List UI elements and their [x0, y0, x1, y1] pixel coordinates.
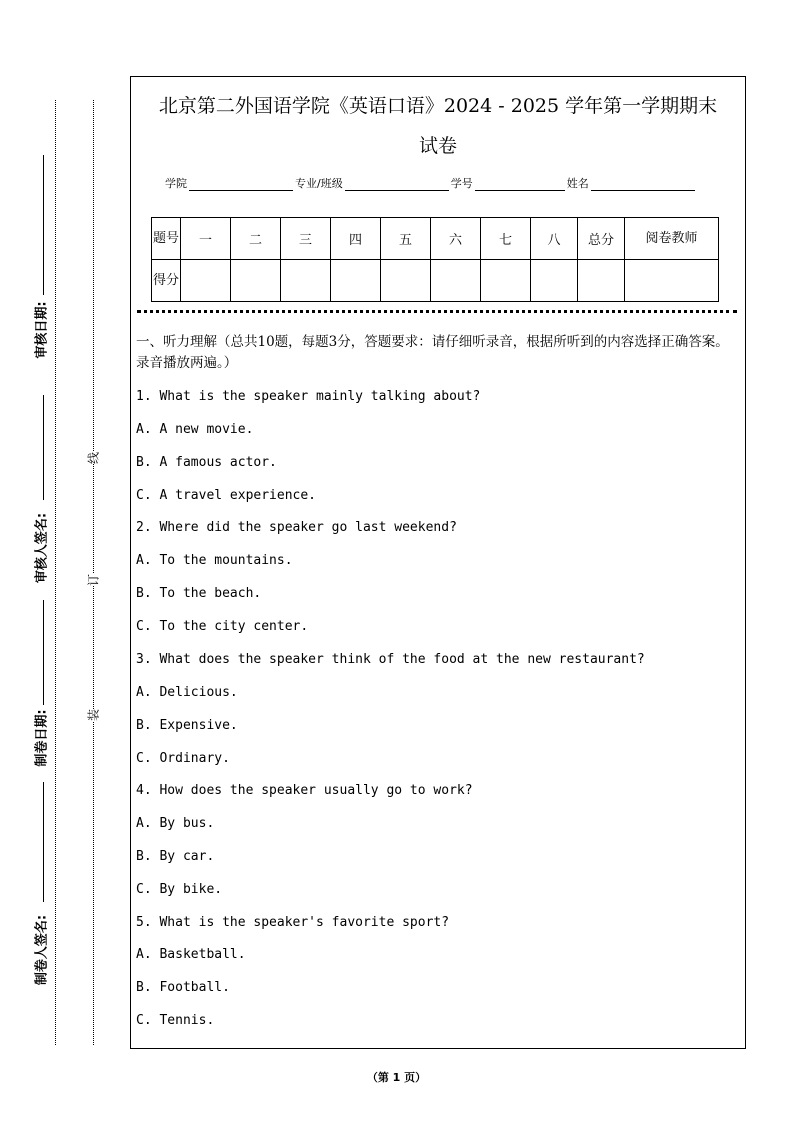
q2-option-b[interactable]: B. To the beach. — [136, 586, 262, 601]
col-header-total: 总分 — [578, 218, 625, 260]
student-id-label: 学号 — [450, 177, 473, 190]
prepared-date-label: 制卷日期: — [34, 709, 50, 767]
name-label: 姓名 — [566, 177, 589, 190]
score-table-score-row — [152, 260, 719, 302]
question-4: 4. How does the speaker usually go to work? — [136, 783, 473, 798]
question-1: 1. What is the speaker mainly talking about? — [136, 389, 481, 404]
question-3: 3. What does the speaker think of the food at the new restaurant? — [136, 652, 645, 667]
question-5: 5. What is the speaker's favorite sport? — [136, 915, 450, 930]
page-number: （第 1 页） — [366, 1071, 427, 1084]
binding-line-char: 线 — [83, 452, 104, 464]
row-header-question-no: 题号 — [152, 218, 181, 260]
question-2: 2. Where did the speaker go last weekend? — [136, 520, 457, 535]
exam-title: 北京第二外国语学院《英语口语》2024 - 2025 学年第一学期期末 — [158, 95, 718, 117]
score-cell-4[interactable] — [331, 260, 381, 302]
binding-bind-char: 装 — [83, 709, 104, 721]
col-header-5: 五 — [381, 218, 431, 260]
q3-option-c[interactable]: C. Ordinary. — [136, 751, 230, 766]
section-separator — [137, 310, 737, 313]
q2-option-a[interactable]: A. To the mountains. — [136, 553, 293, 568]
q1-option-c[interactable]: C. A travel experience. — [136, 488, 317, 503]
col-header-3: 三 — [281, 218, 331, 260]
col-header-1: 一 — [181, 218, 231, 260]
row-header-score: 得分 — [152, 260, 181, 302]
q5-option-b[interactable]: B. Football. — [136, 980, 230, 995]
score-table — [151, 217, 719, 302]
major-class-label: 专业/班级 — [295, 177, 343, 190]
score-cell-1[interactable] — [181, 260, 231, 302]
col-header-grader: 阅卷教师 — [625, 218, 719, 260]
col-header-7: 七 — [481, 218, 531, 260]
q4-option-c[interactable]: C. By bike. — [136, 882, 223, 897]
q1-option-b[interactable]: B. A famous actor. — [136, 455, 277, 470]
binding-dotted-line-outer — [55, 100, 56, 1045]
review-date-label: 审核日期: — [34, 301, 50, 359]
binding-staple-char: 订 — [83, 574, 104, 586]
q1-option-a[interactable]: A. A new movie. — [136, 422, 254, 437]
q4-option-a[interactable]: A. By bus. — [136, 816, 215, 831]
exam-title-line2: 试卷 — [418, 135, 457, 157]
major-class-field[interactable] — [345, 178, 449, 191]
col-header-8: 八 — [531, 218, 578, 260]
q3-option-b[interactable]: B. Expensive. — [136, 718, 238, 733]
score-cell-grader[interactable] — [625, 260, 719, 302]
col-header-6: 六 — [431, 218, 481, 260]
score-table-header-row — [152, 218, 719, 260]
score-cell-7[interactable] — [481, 260, 531, 302]
student-info-row — [165, 175, 697, 191]
score-cell-6[interactable] — [431, 260, 481, 302]
score-cell-3[interactable] — [281, 260, 331, 302]
preparer-signature-label: 制卷人签名: — [34, 914, 50, 986]
score-cell-total[interactable] — [578, 260, 625, 302]
review-date-underline — [43, 155, 44, 295]
col-header-4: 四 — [331, 218, 381, 260]
exam-frame — [130, 76, 746, 1049]
reviewer-signature-label: 审核人签名: — [34, 512, 50, 584]
score-cell-2[interactable] — [231, 260, 281, 302]
college-field[interactable] — [189, 178, 293, 191]
q2-option-c[interactable]: C. To the city center. — [136, 619, 309, 634]
prepared-date-underline — [43, 600, 44, 705]
col-header-2: 二 — [231, 218, 281, 260]
college-label: 学院 — [165, 177, 187, 190]
student-id-field[interactable] — [475, 178, 565, 191]
name-field[interactable] — [591, 178, 695, 191]
score-cell-8[interactable] — [531, 260, 578, 302]
q3-option-a[interactable]: A. Delicious. — [136, 685, 238, 700]
section1-instructions: 一、听力理解（总共10题，每题3分，答题要求：请仔细听录音，根据所听到的内容选择正确答案。录音播放两遍。） — [136, 334, 729, 371]
q5-option-c[interactable]: C. Tennis. — [136, 1013, 215, 1028]
q5-option-a[interactable]: A. Basketball. — [136, 947, 246, 962]
preparer-signature-underline — [43, 782, 44, 902]
reviewer-signature-underline — [43, 395, 44, 500]
binding-dotted-line-inner — [93, 100, 94, 1045]
score-cell-5[interactable] — [381, 260, 431, 302]
q4-option-b[interactable]: B. By car. — [136, 849, 215, 864]
